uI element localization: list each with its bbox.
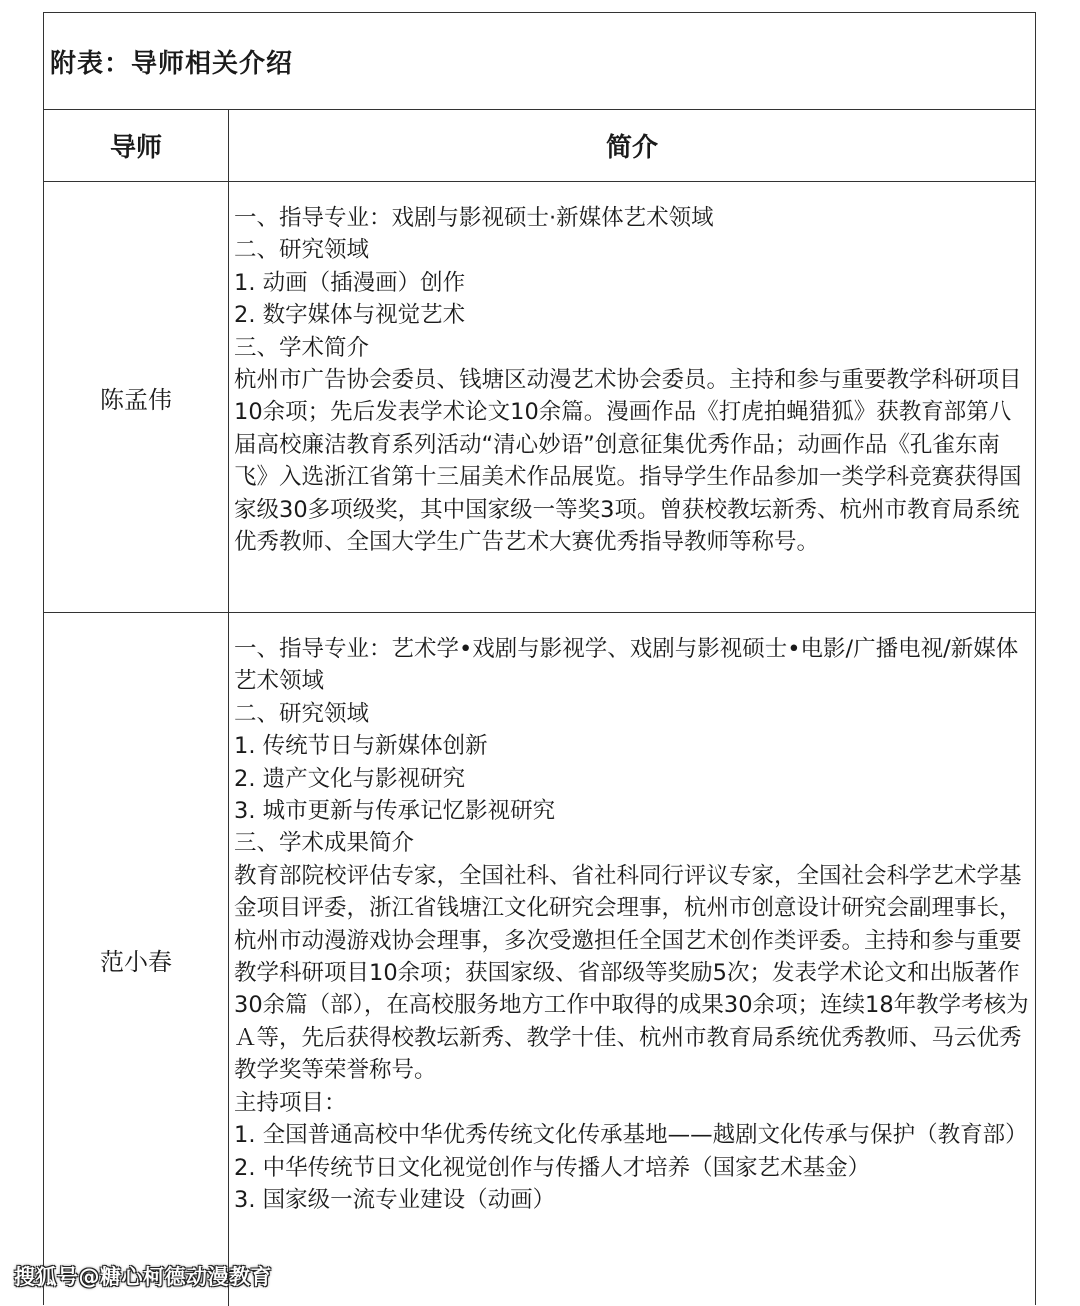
header-intro: 简介 [228,110,1035,181]
mentor-name: 陈孟伟 [100,385,172,414]
intro-line: 2. 遗产文化与影视研究 [234,765,466,792]
intro-line: 1. 全国普通高校中华优秀传统文化传承基地——越剧文化传承与保护（教育部） [234,1122,1028,1149]
mentor-table [43,12,1036,1305]
intro-line: 1. 动画（插漫画）创作 [234,269,466,296]
table-title: 附表：导师相关介绍 [44,13,1035,110]
table-row [44,182,1035,613]
intro-line: 3. 国家级一流专业建设（动画） [234,1186,556,1213]
mentor-intro [228,182,1035,612]
intro-line: 主持项目： [234,1089,347,1116]
intro-line: 二、研究领域 [234,700,370,727]
table-header [44,110,1035,182]
intro-line: 三、学术简介 [234,334,370,361]
table-row [44,613,1035,1306]
source-watermark: 搜狐号@糖心柯德动漫教育 [14,1265,272,1289]
intro-line: 1. 传统节日与新媒体创新 [234,733,488,760]
intro-line: 二、研究领域 [234,237,370,264]
intro-line: 2. 数字媒体与视觉艺术 [234,302,466,329]
intro-line: 3. 城市更新与传承记忆影视研究 [234,798,556,825]
mentor-intro [228,613,1035,1306]
intro-line: 教育部院校评估专家，全国社科、省社科同行评议专家，全国社会科学艺术学基金项目评委，浙江省钱塘江文化研究会理事，杭州市创意设计研究会副理事长，杭州市动漫游戏协会理事，多次受邀担任全国艺术创作类评委。主持和参与重要教学科研项目10余项；获国家级、省部级等奖励5次；发表学术论文和出版著作30余篇（部），在高校服务地方工作中取得的成果30余项；连续18年教学考核为Ａ等，先后获得校教坛新秀、教学十佳、杭州市教育局系统优秀教师、马云优秀教学奖等荣誉称号。 [234,862,1029,1084]
header-mentor: 导师 [109,133,162,163]
mentor-name: 范小春 [100,948,172,976]
intro-line: 2. 中华传统节日文化视觉创作与传播人才培养（国家艺术基金） [234,1154,871,1181]
intro-line: 一、指导专业：艺术学•戏剧与影视学、戏剧与影视硕士•电影/广播电视/新媒体艺术领域 [234,636,1019,695]
intro-line: 三、学术成果简介 [234,830,415,857]
intro-line: 杭州市广告协会委员、钱塘区动漫艺术协会委员。主持和参与重要教学科研项目10余项；先后发表学术论文10余篇。漫画作品《打虎拍蝇猎狐》获教育部第八届高校廉洁教育系列活动“清心妙语”创意征集优秀作品；动画作品《孔雀东南飞》入选浙江省第十三届美术作品展览。指导学生作品参加一类学科竞赛获得国家级30多项级奖，其中国家级一等奖3项。曾获校教坛新秀、杭州市教育局系统优秀教师、全国大学生广告艺术大赛优秀指导教师等称号。 [234,367,1022,556]
intro-line: 一、指导专业：戏剧与影视硕士·新媒体艺术领域 [234,205,714,231]
